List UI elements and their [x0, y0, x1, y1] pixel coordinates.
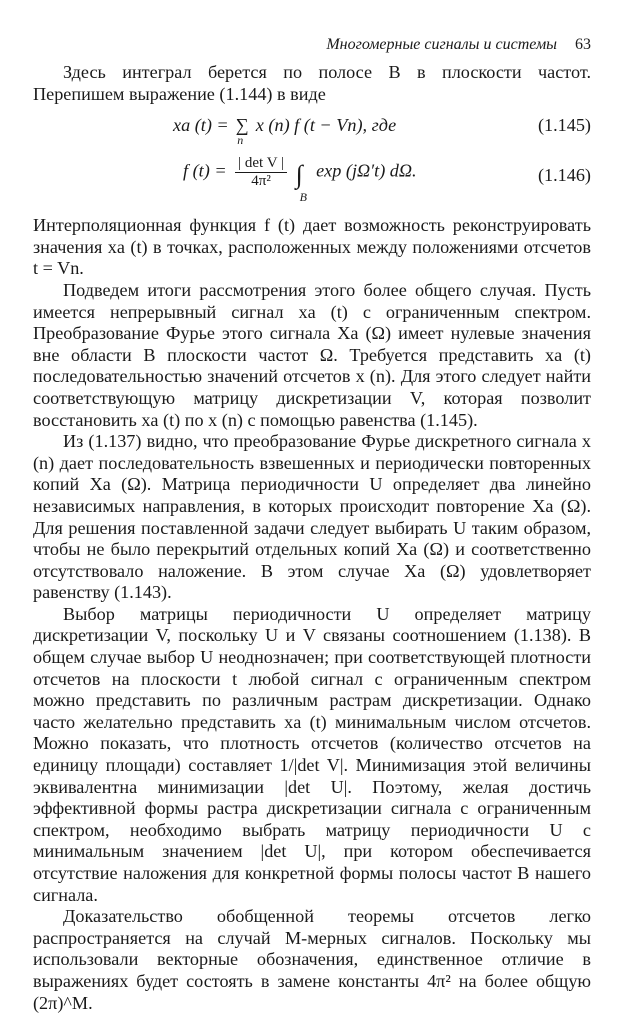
page-header — [33, 36, 591, 62]
eq2-fraction-numerator: | det V | — [235, 155, 287, 173]
integral-domain: B — [299, 189, 307, 204]
equation-1-145 — [33, 105, 591, 151]
equation-number-1-146: (1.146) — [537, 165, 591, 186]
paragraph-interpolation: Интерполяционная функция f (t) дает возможность реконструировать значения xa (t) в точках, расположенных между положениями отсчетов t = Vn. — [33, 215, 591, 279]
paragraph-fourier: Из (1.137) видно, что преобразование Фурье дискретного сигнала x (n) дает последовательность взвешенных и периодически повторенных копий Xa (Ω). Матрица периодичности U определяет два линейно независимых направления, в которых происходит повторение Xa (Ω). Для решения поставленной задачи следует выбирать U таким образом, чтобы не было перекрытий отдельных копий Xa (Ω) и соответственно отсутствовало наложение. В этом случае Xa (Ω) удовлетворяет равенству (1.143). — [33, 431, 591, 603]
intro-paragraph: Здесь интеграл берется по полосе B в плоскости частот. Перепишем выражение (1.144) в виде — [33, 62, 591, 104]
integral-symbol — [295, 159, 312, 204]
eq1-rhs: x (n) f (t − Vn), где — [255, 115, 397, 136]
paragraph-periodicity-choice: Выбор матрицы периодичности U определяет матрицу дискретизации V, поскольку U и V связаны соотношением (1.138). В общем случае выбор U неоднозначен; при соответствующей плотности отсчетов на плоскости t любой сигнал с ограниченным спектром можно представить по различным растрам дискретизации. Однако часто желательно представить xa (t) минимальным числом отсчетов. Можно показать, что плотность отсчетов (количество отсчетов на единицу площади) составляет 1/|det V|. Минимизация этой величины эквивалентна минимизации |det U|. Поэтому, желая достичь эффективной формы растра дискретизации сигнала с ограниченным спектром, необходимо выбрать матрицу периодичности U с минимальным значением |det U|, при котором обеспечивается отсутствие наложения для конкретной формы полосы частот B нашего сигнала. — [33, 603, 591, 905]
sum-index: n — [237, 133, 244, 148]
equation-number-1-145: (1.145) — [537, 115, 591, 136]
integral-sign: ∫ — [295, 159, 303, 189]
equation-1-146 — [33, 151, 591, 213]
paragraph-generalization: Доказательство обобщенной теоремы отсчетов легко распространяется на случай M-мерных сигналов. Поскольку мы использовали векторные обозначения, единственное отличие в выражениях будет состоять в замене константы 4π² на более общую (2π)^M. — [33, 906, 591, 1013]
eq1-lhs: xa (t) = — [173, 115, 234, 136]
eq2-rhs: exp (jΩ′t) dΩ. — [316, 160, 417, 181]
eq2-fraction — [235, 155, 287, 190]
paragraph-summary: Подведем итоги рассмотрения этого более общего случая. Пусть имеется непрерывный сигнал xa (t) с ограниченным спектром. Преобразование Фурье этого сигнала Xa (Ω) имеет нулевые значения вне области B плоскости частот Ω. Требуется представить xa (t) последовательностью значений отсчетов x (n). Для этого следует найти соответствующую матрицу дискретизации V, которая позволит восстановить xa (t) по x (n) с помощью равенства (1.145). — [33, 279, 591, 430]
eq2-lhs: f (t) = — [183, 160, 232, 181]
book-page — [33, 36, 591, 1014]
running-title: Многомерные сигналы и системы — [326, 36, 557, 53]
sum-symbol — [233, 115, 251, 148]
page-number: 63 — [575, 36, 591, 53]
eq2-fraction-denominator: 4π² — [251, 173, 271, 190]
equation-1-145-body — [173, 115, 397, 148]
sum-sign: ∑ — [235, 115, 249, 136]
equation-1-146-body — [183, 155, 417, 204]
